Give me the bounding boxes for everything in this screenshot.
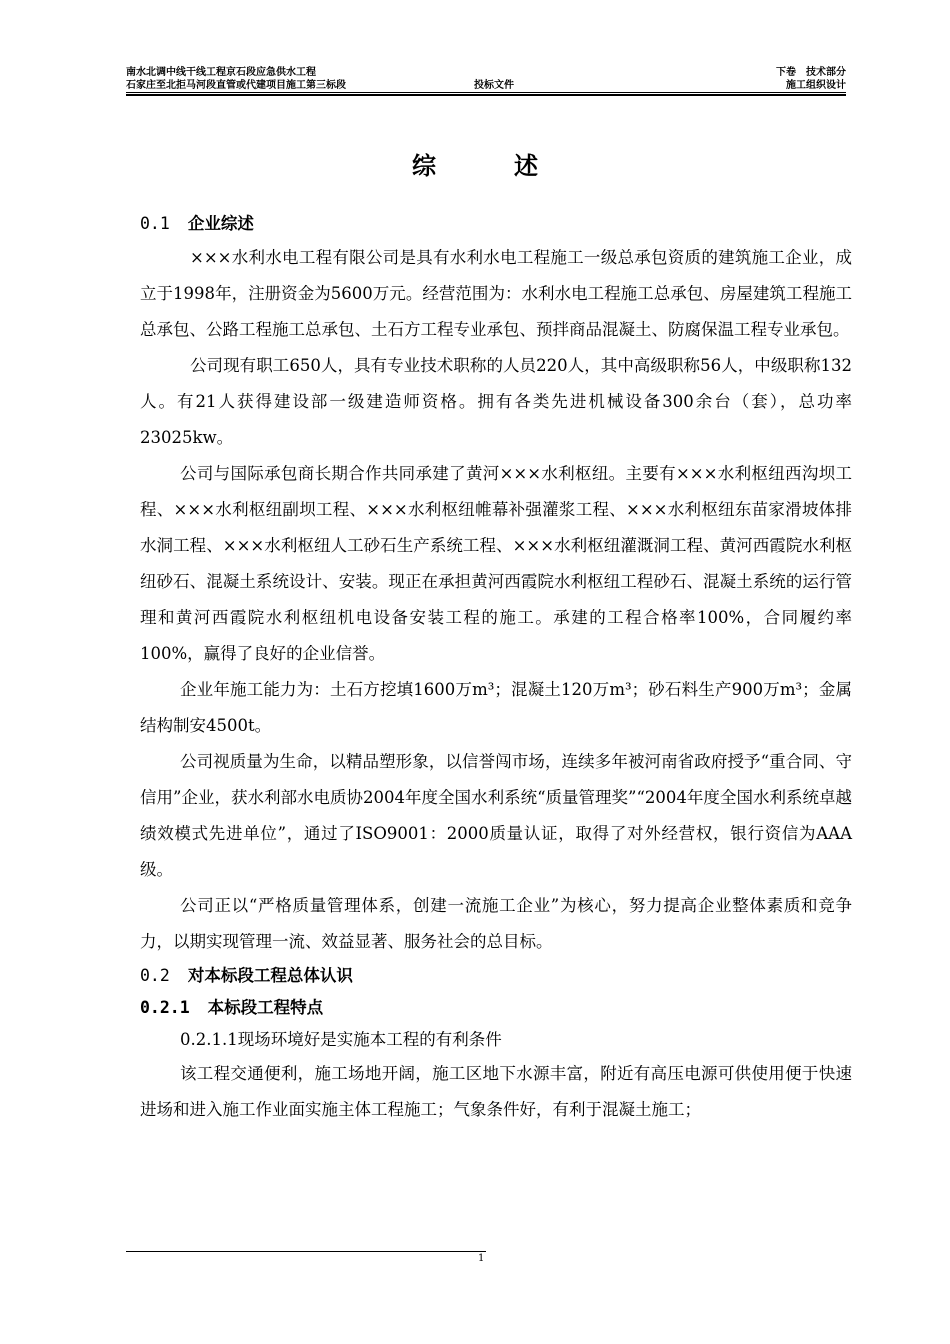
section-heading-0-2-1: [140, 992, 852, 1024]
header-rule: [126, 92, 846, 93]
section-heading-0-1: [140, 208, 852, 240]
page-header: [126, 66, 846, 92]
paragraph: 公司现有职工650人，具有专业技术职称的人员220人，其中高级职称56人，中级职称132人。有21人获得建设部一级建造师资格。拥有各类先进机械设备300余台（套），总功率23025kw。: [140, 356, 852, 447]
paragraph: 公司与国际承包商长期合作共同承建了黄河×××水利枢纽。主要有×××水利枢纽西沟坝工程、×××水利枢纽副坝工程、×××水利枢纽帷幕补强灌浆工程、×××水利枢纽东苗家滑坡体排水洞工程、×××水利枢纽人工砂石生产系统工程、×××水利枢纽灌溉洞工程、黄河西霞院水利枢纽砂石、混凝土系统设计、安装。现正在承担黄河西霞院水利枢纽工程砂石、混凝土系统的运行管理和黄河西霞院水利枢纽机电设备安装工程的施工。承建的工程合格率100%，合同履约率100%，赢得了良好的企业信誉。: [140, 464, 852, 663]
paragraph: 企业年施工能力为：土石方挖填1600万m³；混凝土120万m³；砂石料生产900万m³；金属结构制安4500t。: [140, 680, 852, 735]
footer-rule: [126, 1251, 486, 1252]
header-right: [776, 66, 846, 92]
section-number: 0.2: [140, 966, 170, 985]
section-title: 企业综述: [187, 214, 254, 233]
header-left-line2: 石家庄至北拒马河段直管或代建项目施工第三标段: [126, 80, 346, 91]
header-project-name: [126, 66, 346, 92]
section-number: 0.1: [140, 214, 170, 233]
header-right-line1: 下卷 技术部分: [776, 67, 846, 78]
header-right-line2: 施工组织设计: [786, 80, 846, 91]
section-heading-0-2: [140, 960, 852, 992]
paragraph: ×××水利水电工程有限公司是具有水利水电工程施工一级总承包资质的建筑施工企业，成立于1998年，注册资金为5600万元。经营范围为：水利水电工程施工总承包、房屋建筑工程施工总承包、公路工程施工总承包、土石方工程专业承包、预拌商品混凝土、防腐保温工程专业承包。: [140, 248, 852, 339]
header-left-line1: 南水北调中线干线工程京石段应急供水工程: [126, 67, 316, 78]
header-rule-thick: [126, 94, 846, 96]
page-title: 综述: [412, 152, 616, 180]
paragraph: 公司正以“严格质量管理体系，创建一流施工企业”为核心，努力提高企业整体素质和竞争力，以期实现管理一流、效益显著、服务社会的总目标。: [140, 896, 852, 951]
header-center: 投标文件: [474, 80, 514, 91]
document-body: [140, 208, 852, 1128]
subsection-heading-0-2-1-1: 0.2.1.1现场环境好是实施本工程的有利条件: [180, 1030, 502, 1049]
section-title: 对本标段工程总体认识: [187, 966, 353, 985]
paragraph: 该工程交通便利，施工场地开阔，施工区地下水源丰富，附近有高压电源可供使用便于快速进场和进入施工作业面实施主体工程施工；气象条件好，有利于混凝土施工；: [140, 1064, 852, 1119]
paragraph: 公司视质量为生命，以精品塑形象，以信誉闯市场，连续多年被河南省政府授予“重合同、守信用”企业，获水利部水电质协2004年度全国水利系统“质量管理奖”“2004年度全国水利系统卓越绩效模式先进单位”，通过了ISO9001：2000质量认证，取得了对外经营权，银行资信为AAA级。: [140, 752, 852, 879]
page-number: 1: [478, 1253, 485, 1264]
section-title: 本标段工程特点: [207, 998, 324, 1017]
section-number: 0.2.1: [140, 998, 190, 1017]
